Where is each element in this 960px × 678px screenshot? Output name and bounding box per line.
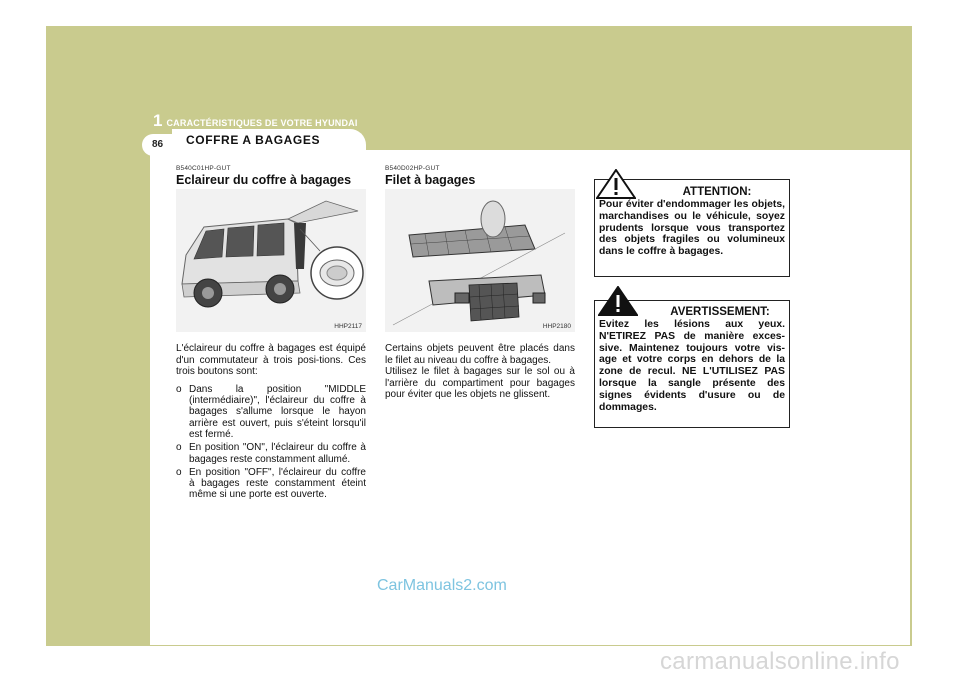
- caution-triangle-icon: [596, 169, 636, 199]
- list-item: o En position "OFF", l'éclaireur du coffre à bagages reste constamment éteint même si une porte est ouverte.: [176, 466, 366, 501]
- warning-title: AVERTISSEMENT:: [670, 306, 770, 318]
- luggage-lamp-body: [176, 343, 366, 503]
- section-heading: Eclaireur du coffre à bagages: [176, 173, 352, 187]
- chapter-header: [153, 111, 358, 131]
- figure-luggage-lamp: [176, 189, 366, 332]
- section-code: B540C01HP-GUT: [176, 165, 231, 172]
- warning-box: [594, 300, 790, 428]
- watermark-carmanuals2: CarManuals2.com: [377, 577, 507, 594]
- cargo-net-paragraph-2: Utilisez le filet à bagages sur le sol ou à l'arrière du compartiment pour bagages pour éviter que les objets ne glissent.: [385, 366, 575, 401]
- cargo-net-paragraph-1: Certains objets peuvent être placés dans le filet au niveau du coffre à bagages.: [385, 343, 575, 366]
- watermark-carmanualsonline: carmanualsonline.info: [660, 648, 900, 675]
- section-title: COFFRE A BAGAGES: [186, 133, 321, 147]
- cargo-net-section: [385, 165, 575, 187]
- cargo-net-body: [385, 343, 575, 401]
- figure-label: HHP2180: [542, 323, 571, 330]
- chapter-number: 1: [153, 111, 163, 130]
- list-item: o Dans la position "MIDDLE (intermédiaire)", l'éclaireur du coffre à bagages s'allume lorsque le hayon arrière est ouvert, puis s'éteint lorsqu'il est fermé.: [176, 383, 366, 440]
- suv-illustration: [176, 189, 366, 332]
- switch-positions-list: [176, 384, 366, 501]
- chapter-title: CARACTÉRISTIQUES DE VOTRE HYUNDAI: [166, 118, 358, 128]
- attention-text: Pour éviter d'endommager les objets, marchandises ou le véhicule, soyez prudents lorsque vous transportez des objets fragiles ou volumineux dans le coffre à bagages.: [599, 199, 785, 258]
- page-number: 86: [152, 139, 164, 150]
- warning-text: Evitez les lésions aux yeux. N'ETIREZ PAS de manière exces-sive. Maintenez toujours votre vis-age et votre corps en dehors de la zone de recul. NE L'UTILISEZ PAS lorsque la sangle présente des signes évidents d'usure ou de dommages.: [599, 319, 785, 413]
- figure-label: HHP2117: [334, 323, 362, 330]
- figure-cargo-net: [385, 189, 575, 332]
- list-item: o En position "ON", l'éclaireur du coffre à bagages reste constamment allumé.: [176, 442, 366, 465]
- attention-title: ATTENTION:: [682, 186, 752, 198]
- warning-triangle-icon: [598, 286, 638, 316]
- section-heading: Filet à bagages: [385, 173, 476, 187]
- luggage-lamp-section: [176, 165, 366, 187]
- section-code: B540D02HP-GUT: [385, 165, 440, 172]
- cargo-net-illustration: [385, 189, 575, 332]
- intro-paragraph: L'éclaireur du coffre à bagages est équipé d'un commutateur à trois posi-tions. Ces trois boutons sont:: [176, 343, 366, 378]
